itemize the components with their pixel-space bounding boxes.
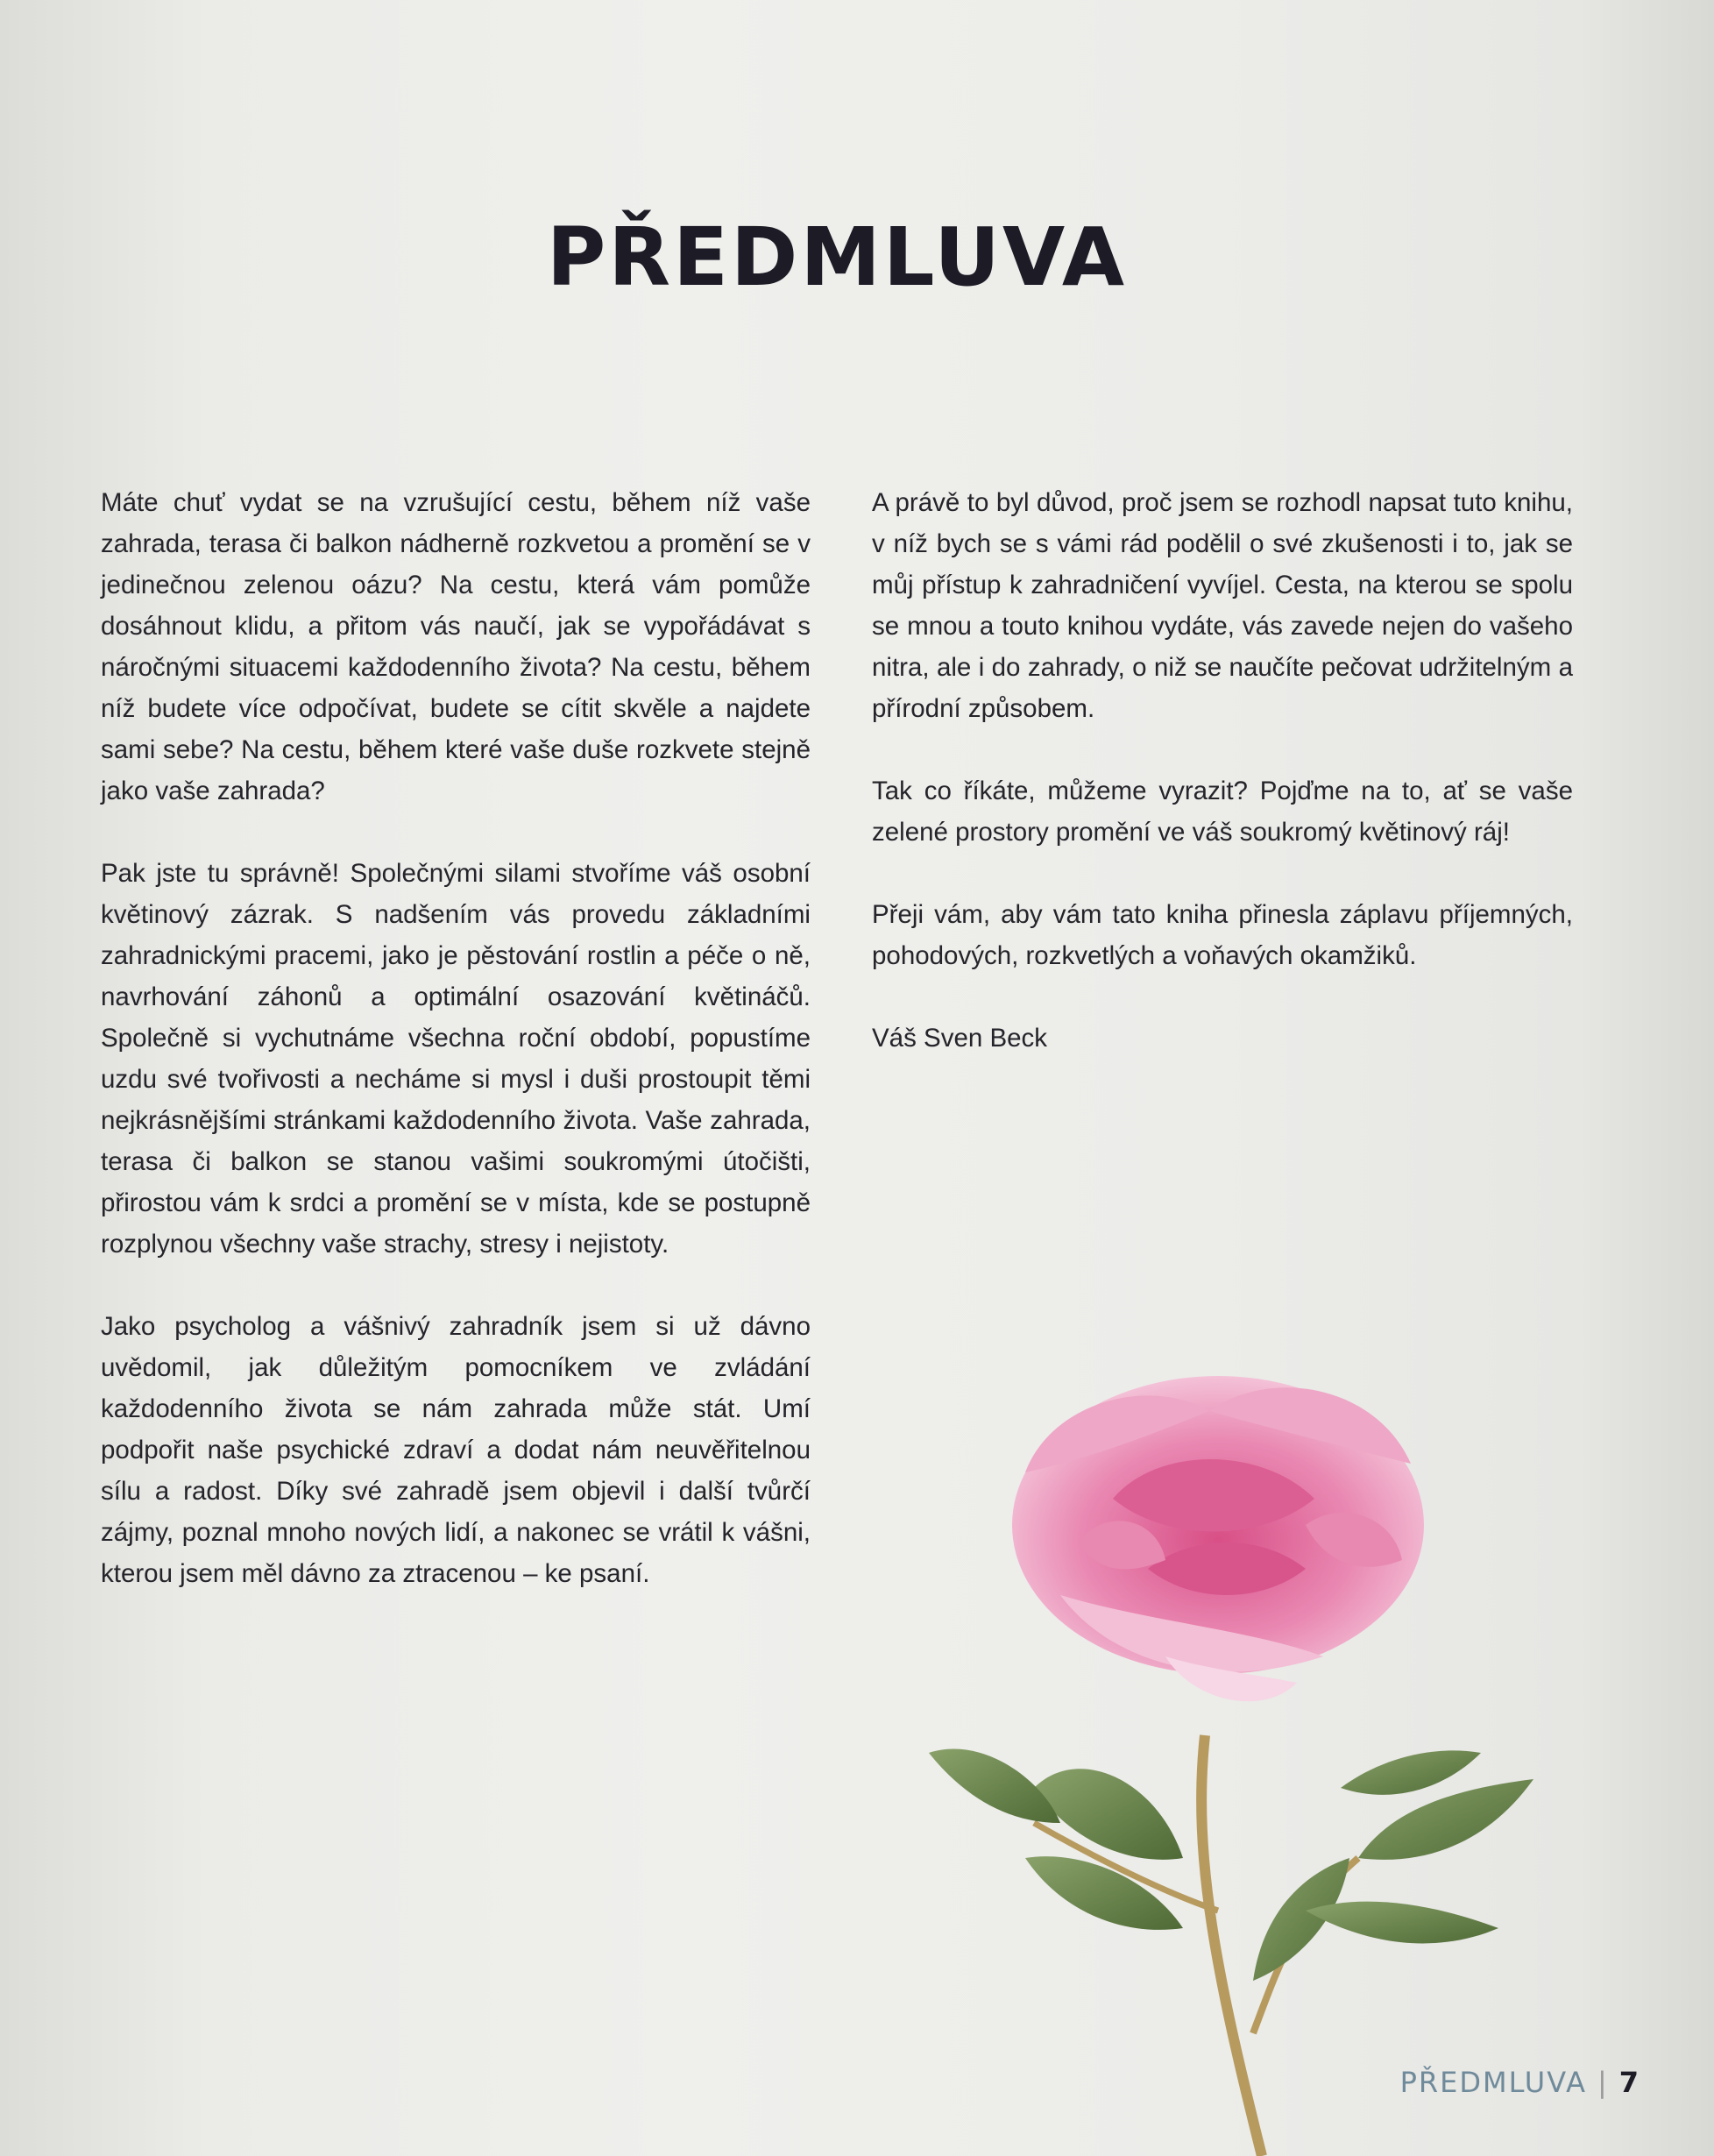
- paragraph: Tak co říkáte, můžeme vyrazit? Pojďme na to, ať se vaše zelené prostory promění ve váš soukromý květinový ráj!: [872, 777, 1573, 847]
- paragraph: A právě to byl důvod, proč jsem se rozhodl napsat tuto knihu, v níž bych se s vámi rád podělil o své zkušenosti i to, jak se můj přístup k zahradničení vyvíjel. Cesta, na kterou se spolu se mnou a touto knihou vydáte, vás zavede nejen do vašeho nitra, ale i do zahrady, o niž se naučíte pečovat udržitelným a přírodní způsobem.: [872, 488, 1573, 723]
- paragraph: Jako psycholog a vášnivý zahradník jsem si už dávno uvědomil, jak důležitým pomocníkem ve zvládání každodenního života se nám zahrada může stát. Umí podpořit naše psychické zdraví a dodat nám neuvěřitelnou sílu a radost. Díky své zahradě jsem objevil i další tvůrčí zájmy, poznal mnoho nových lidí, a nakonec se vrátil k vášni, kterou jsem měl dávno za ztracenou – ke psaní.: [101, 1312, 811, 1588]
- signature: Váš Sven Beck: [872, 1024, 1048, 1053]
- page-number: 7: [1618, 2066, 1640, 2099]
- left-column: [101, 482, 811, 1635]
- page-title: PŘEDMLUVA: [546, 210, 1128, 304]
- footer-separator: |: [1597, 2066, 1609, 2099]
- paragraph: Pak jste tu správně! Společnými silami stvoříme váš osobní květinový zázrak. S nadšením vás provedu základními zahradnickými pracemi, jako je pěstování rostlin a péče o ně, navrhování záhonů a optimální osazování květináčů. Společně si vychutnáme všechna roční období, popustíme uzdu své tvořivosti a necháme si mysl i duši prostoupit těmi nejkrásnějšími stránkami každodenního života. Vaše zahrada, terasa či balkon se stanou vašimi soukromými útočišti, přirostou vám k srdci a promění se v místa, kde se postupně rozplynou všechny vaše strachy, stresy i nejistoty.: [101, 859, 811, 1259]
- right-column: [872, 482, 1573, 1059]
- paragraph: Máte chuť vydat se na vzrušující cestu, během níž vaše zahrada, terasa či balkon nádherně rozkvetou a promění se v jedinečnou zelenou oázu? Na cestu, která vám pomůže dosáhnout klidu, a přitom vás naučí, jak se vypořádávat s náročnými situacemi každodenního života? Na cestu, během níž budete více odpočívat, budete se cítit skvěle a najdete sami sebe? Na cestu, během které vaše duše rozkvete stejně jako vaše zahrada?: [101, 488, 811, 805]
- paragraph: Přeji vám, aby vám tato kniha přinesla záplavu příjemných, pohodových, rozkvetlých a voňavých okamžiků.: [872, 900, 1573, 970]
- peony-illustration: [903, 1367, 1604, 2156]
- page-footer: [1400, 2066, 1640, 2099]
- footer-section-label: PŘEDMLUVA: [1399, 2066, 1587, 2099]
